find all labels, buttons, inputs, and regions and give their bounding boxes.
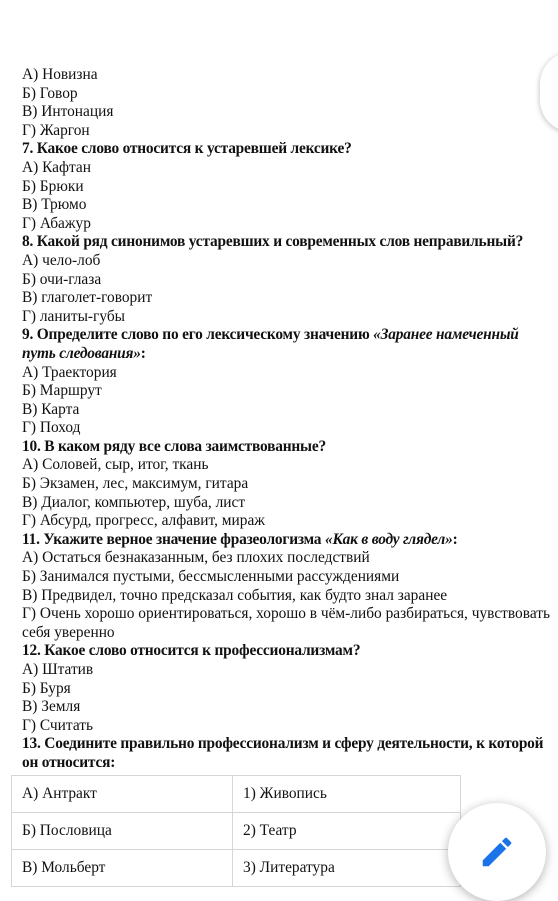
answer-option: В) глаголет-говорит xyxy=(22,289,153,307)
answer-option: В) Трюмо xyxy=(22,196,87,214)
answer-option: А) Кафтан xyxy=(22,158,91,176)
answer-option: Г) Считать xyxy=(22,716,94,734)
question-12-title: 12. Какое слово относится к профессионализмам? xyxy=(22,642,361,660)
answer-option: В) Интонация xyxy=(22,103,114,121)
table-row xyxy=(12,776,461,813)
answer-option: В) Земля xyxy=(22,698,81,716)
edit-button[interactable] xyxy=(448,803,546,901)
question-11-colon: : xyxy=(452,530,458,548)
table-cell-term: А) Антракт xyxy=(12,776,233,813)
question-11-idiom: «Как в воду глядел» xyxy=(324,530,453,548)
answer-option: А) чело-лоб xyxy=(22,251,101,269)
question-10-title: 10. В каком ряду все слова заимствованные? xyxy=(22,437,326,455)
matching-table xyxy=(11,775,461,887)
table-row xyxy=(12,850,461,887)
table-cell-sphere: 1) Живопись xyxy=(233,776,461,813)
top-bar xyxy=(0,0,558,52)
question-9-title xyxy=(22,326,550,363)
quiz-content xyxy=(22,66,550,773)
question-11-text: 11. Укажите верное значение фразеологизма xyxy=(22,530,325,548)
question-8-title: 8. Какой ряд синонимов устаревших и современных слов неправильный? xyxy=(22,233,524,251)
question-9-definition: «Заранее намеченный путь следования» xyxy=(22,326,519,362)
answer-option: В) Предвидел, точно предсказал события, как будто знал заранее xyxy=(22,586,448,604)
answer-option: Б) Занимался пустыми, бессмысленными рассуждениями xyxy=(22,568,400,586)
answer-option: Б) Говор xyxy=(22,84,78,102)
answer-option: А) Новизна xyxy=(22,66,98,83)
question-9-colon: : xyxy=(140,344,146,362)
question-9-text: 9. Определите слово по его лексическому значению xyxy=(22,326,374,344)
table-cell-sphere: 2) Театр xyxy=(233,813,461,850)
answer-option: А) Соловей, сыр, итог, ткань xyxy=(22,456,209,474)
answer-option: Б) очи-глаза xyxy=(22,270,102,288)
table-cell-term: Б) Пословица xyxy=(12,813,233,850)
table-cell-term: В) Мольберт xyxy=(12,850,233,887)
answer-option: Г) Абсурд, прогресс, алфавит, мираж xyxy=(22,512,265,530)
answer-option: Г) Абажур xyxy=(22,214,91,232)
answer-option: Б) Буря xyxy=(22,679,71,697)
edit-pencil-icon xyxy=(478,833,516,871)
question-11-title xyxy=(22,531,550,550)
answer-option: Б) Экзамен, лес, максимум, гитара xyxy=(22,475,249,493)
question-7-title: 7. Какое слово относится к устаревшей лексике? xyxy=(22,140,352,158)
answer-option: А) Остаться безнаказанным, без плохих последствий xyxy=(22,549,370,567)
answer-option: Б) Маршрут xyxy=(22,382,102,400)
answer-option: Г) Очень хорошо ориентироваться, хорошо в чём-либо разбираться, чувствовать себя уверенно xyxy=(22,605,550,641)
question-13-title: 13. Соедините правильно профессионализм и сферу деятельности, к которой он относится: xyxy=(22,735,544,771)
answer-option: Г) ланиты-губы xyxy=(22,307,126,325)
answer-option: В) Карта xyxy=(22,400,80,418)
answer-option: Б) Брюки xyxy=(22,177,84,195)
answer-option: А) Штатив xyxy=(22,661,94,678)
answer-option: Г) Поход xyxy=(22,419,81,437)
answer-option: В) Диалог, компьютер, шуба, лист xyxy=(22,493,246,511)
answer-option: А) Траектория xyxy=(22,363,117,381)
table-row xyxy=(12,813,461,850)
answer-option: Г) Жаргон xyxy=(22,121,90,139)
table-cell-sphere: 3) Литература xyxy=(233,850,461,887)
